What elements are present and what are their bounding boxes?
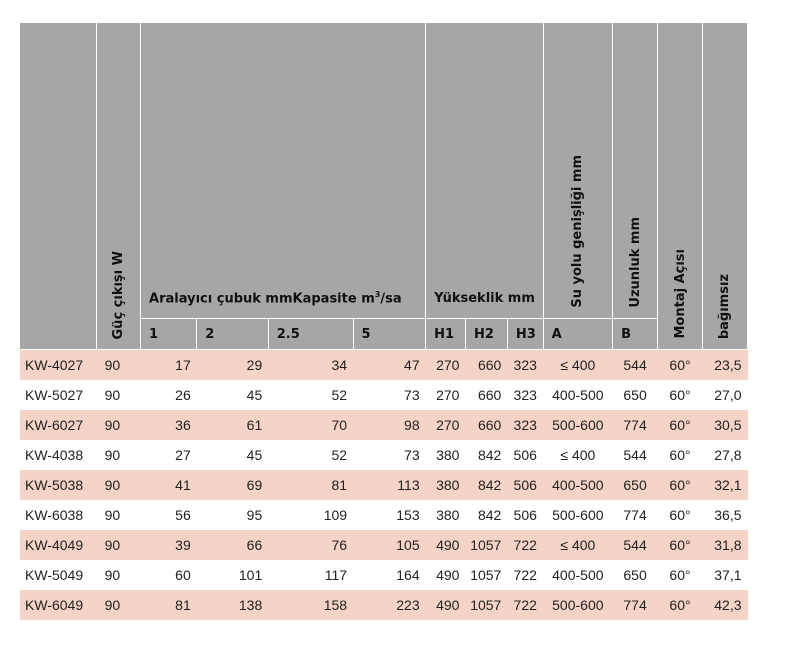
table-cell: 73 [404, 447, 420, 463]
length-header: Uzunluk mm [613, 23, 658, 319]
table-cell: 47 [353, 350, 426, 381]
table-cell: KW-5049 [25, 567, 84, 583]
table-cell: 56 [175, 507, 191, 523]
table-cell: 109 [323, 507, 348, 523]
table-cell: KW-4027 [20, 350, 97, 381]
subheader-2-5: 2.5 [268, 319, 353, 350]
table-cell: 400-500 [552, 387, 604, 403]
table-cell: KW-5038 [20, 470, 97, 500]
table-cell: 380 [436, 447, 460, 463]
table-cell: 27,0 [714, 387, 742, 403]
table-cell: 105 [353, 530, 426, 560]
table-cell: 400-500 [543, 470, 612, 500]
table-cell: 164 [396, 567, 420, 583]
table-cell: 153 [396, 507, 420, 523]
table-cell: ≤ 400 [560, 447, 596, 463]
table-cell: 380 [436, 507, 460, 523]
table-cell: 270 [426, 410, 466, 440]
table-cell: KW-6027 [20, 410, 97, 440]
table-cell: 39 [141, 530, 197, 560]
table-cell: 60° [669, 507, 691, 523]
table-cell: 660 [465, 410, 507, 440]
table-cell: 270 [426, 350, 466, 381]
table-cell: 842 [477, 507, 502, 523]
table-cell: 60° [658, 590, 703, 620]
table-row [20, 530, 748, 560]
table-cell: 81 [268, 470, 353, 500]
table-cell: 506 [513, 507, 537, 523]
table-cell: 98 [353, 410, 426, 440]
table-cell: 490 [426, 530, 466, 560]
table-cell: 37,1 [714, 567, 742, 583]
water-width-header: Su yolu genişliği mm [543, 23, 612, 319]
table-cell: 52 [331, 447, 348, 463]
table-cell: 52 [331, 387, 348, 403]
table-cell: 32,1 [702, 470, 747, 500]
table-cell: 500-600 [543, 410, 612, 440]
table-cell: 90 [97, 530, 141, 560]
table-cell: 323 [513, 387, 537, 403]
table-cell: 95 [246, 507, 263, 523]
table-row [20, 560, 748, 590]
table-cell: ≤ 400 [543, 350, 612, 381]
table-row [20, 410, 748, 440]
table-cell: 722 [513, 567, 537, 583]
table-cell: 774 [613, 590, 658, 620]
table-cell: 223 [353, 590, 426, 620]
table-cell: 27 [175, 447, 191, 463]
table-cell: 660 [465, 350, 507, 381]
table-cell: ≤ 400 [543, 530, 612, 560]
table-cell: 90 [104, 447, 121, 463]
table-cell: KW-4049 [20, 530, 97, 560]
table-cell: 544 [613, 530, 658, 560]
table-cell: KW-6038 [25, 507, 84, 523]
table-cell: 60° [658, 470, 703, 500]
table-cell: 17 [141, 350, 197, 381]
subheader-1: 1 [141, 319, 197, 350]
table-row [20, 470, 748, 500]
table-cell: 66 [197, 530, 269, 560]
table-cell: 544 [623, 447, 647, 463]
table-cell: 113 [353, 470, 426, 500]
table-cell: 70 [268, 410, 353, 440]
table-cell: 660 [477, 387, 502, 403]
table-cell: 73 [404, 387, 420, 403]
table-body [20, 350, 748, 621]
table-cell: 270 [436, 387, 460, 403]
table-cell: 1057 [470, 567, 502, 583]
power-header: Güç çıkışı W [97, 23, 141, 350]
table-row [20, 380, 748, 410]
table-row [20, 440, 748, 470]
subheader-h2: H2 [465, 319, 507, 350]
table-cell: 29 [197, 350, 269, 381]
table-cell: 323 [507, 350, 543, 381]
table-cell: 60° [669, 387, 691, 403]
table-cell: 26 [175, 387, 191, 403]
table-cell: 650 [623, 387, 647, 403]
table-cell: 842 [465, 470, 507, 500]
table-cell: 90 [104, 387, 121, 403]
table-cell: 323 [507, 410, 543, 440]
table-cell: 1057 [465, 530, 507, 560]
subheader-h3: H3 [507, 319, 543, 350]
table-cell: 60° [658, 350, 703, 381]
table-cell: 722 [507, 530, 543, 560]
table-cell: 101 [238, 567, 263, 583]
table-cell: KW-6049 [20, 590, 97, 620]
table-cell: 45 [246, 447, 263, 463]
table-cell: 506 [513, 447, 537, 463]
table-cell: 500-600 [552, 507, 604, 523]
table-cell: 544 [613, 350, 658, 381]
table-cell: 27,8 [714, 447, 742, 463]
table-cell: 60° [658, 410, 703, 440]
table-row [20, 590, 748, 620]
table-cell: 36 [141, 410, 197, 440]
table-cell: 1057 [465, 590, 507, 620]
table-cell: 117 [324, 567, 348, 583]
table-row [20, 350, 748, 381]
table-cell: 90 [104, 507, 121, 523]
table-cell: 41 [141, 470, 197, 500]
model-header [20, 23, 97, 350]
table-cell: 90 [97, 350, 141, 381]
table-cell: 69 [197, 470, 269, 500]
table-cell: 60° [669, 447, 691, 463]
table-cell: 138 [197, 590, 269, 620]
table-cell: 90 [97, 590, 141, 620]
table-cell: 500-600 [543, 590, 612, 620]
table-cell: 76 [268, 530, 353, 560]
subheader-5: 5 [353, 319, 426, 350]
table-cell: 36,5 [714, 507, 742, 523]
table-cell: 842 [477, 447, 502, 463]
table-cell: 158 [268, 590, 353, 620]
table-cell: 380 [426, 470, 466, 500]
angle-header: Montaj Açısı [658, 23, 703, 350]
table-cell: 722 [507, 590, 543, 620]
table-cell: 774 [613, 410, 658, 440]
table-cell: 42,3 [702, 590, 747, 620]
table-cell: KW-5027 [25, 387, 84, 403]
table-row [20, 500, 748, 530]
table-cell: 400-500 [552, 567, 604, 583]
subheader-2: 2 [197, 319, 269, 350]
table-cell: 60° [658, 530, 703, 560]
table-cell: 774 [623, 507, 647, 523]
table-cell: 506 [507, 470, 543, 500]
table-cell: 30,5 [702, 410, 747, 440]
table-cell: 60 [175, 567, 191, 583]
spec-table [20, 22, 748, 620]
table-cell: 650 [623, 567, 647, 583]
subheader-b: B [613, 319, 658, 350]
table-cell: 60° [669, 567, 691, 583]
table-cell: 90 [104, 567, 121, 583]
table-cell: 650 [613, 470, 658, 500]
subheader-h1: H1 [426, 319, 466, 350]
table-cell: 81 [141, 590, 197, 620]
height-header: Yükseklik mm [426, 23, 543, 319]
table-cell: 90 [97, 470, 141, 500]
table-cell: 490 [436, 567, 460, 583]
table-cell: 61 [197, 410, 269, 440]
table-cell: 90 [97, 410, 141, 440]
table-cell: 490 [426, 590, 466, 620]
table-cell: 34 [268, 350, 353, 381]
table-cell: 45 [246, 387, 263, 403]
table-cell: 23,5 [702, 350, 747, 381]
table-cell: KW-4038 [25, 447, 84, 463]
spacer-capacity-header: Aralayıcı çubuk mmKapasite $m^3/sa$ [141, 23, 426, 319]
table-cell: 31,8 [702, 530, 747, 560]
independent-header: bağımsız [702, 23, 747, 350]
subheader-a: A [543, 319, 612, 350]
